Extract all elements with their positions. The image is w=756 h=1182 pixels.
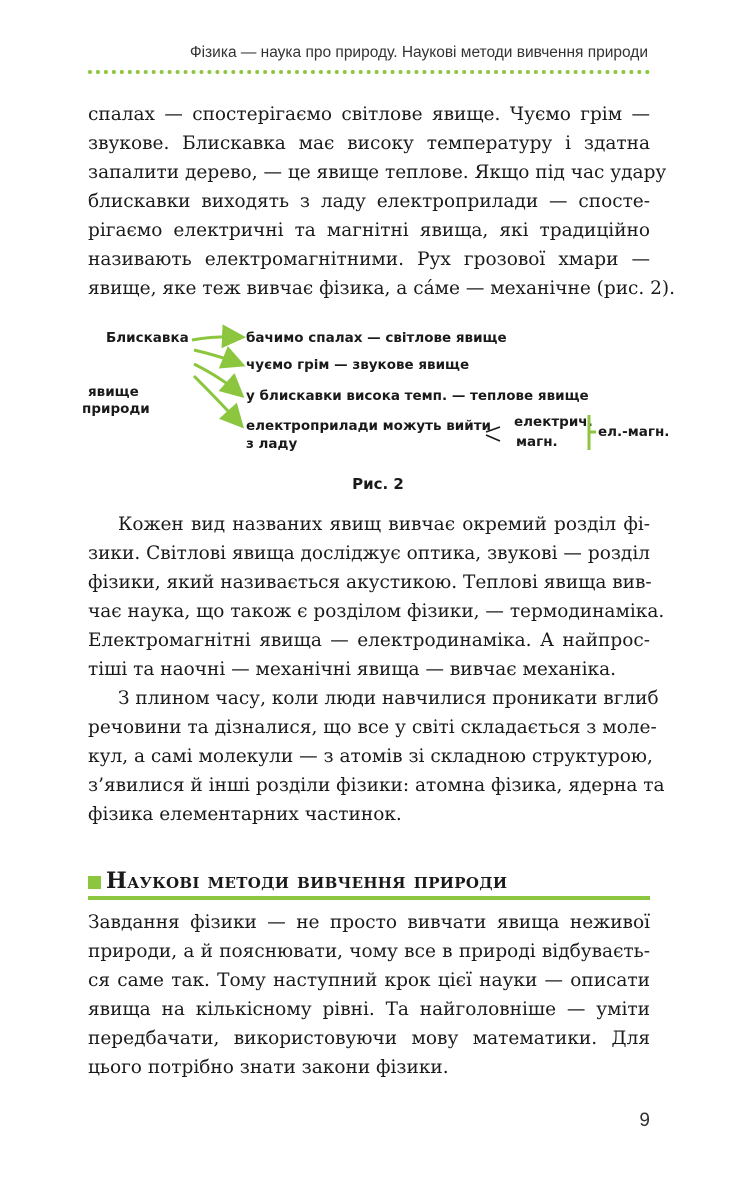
paragraph-physics-tasks bbox=[88, 908, 650, 1082]
paragraph-lightning-phenomena bbox=[88, 100, 676, 303]
text-line: зики. Світлові явища досліджує оптика, звукові — розділ bbox=[88, 543, 650, 564]
diagram-source-note-line2: природи bbox=[82, 401, 150, 417]
text-line: Завдання фізики — не просто вивчати явища неживої bbox=[88, 912, 650, 933]
text-line: передбачати, використовуючи мову математики. Для bbox=[88, 1028, 650, 1049]
text-line: Електромагнітні явища — електродинаміка. А найпрос- bbox=[88, 630, 650, 651]
text-line: ся саме так. Тому наступний крок цієї науки — описати bbox=[88, 970, 650, 991]
paragraph-physics-branches bbox=[88, 510, 665, 684]
arrow-to-light bbox=[192, 337, 240, 340]
text-line: спалах — спостерігаємо світлове явище. Чуємо грім — bbox=[88, 104, 650, 125]
running-header: Фізика — наука про природу. Наукові методи вивчення природи bbox=[189, 44, 648, 61]
text-line: блискавки виходять з ладу електроприлади — спосте- bbox=[88, 191, 650, 212]
arrow-to-electric bbox=[194, 376, 240, 424]
figure-caption: Рис. 2 bbox=[352, 475, 404, 493]
text-line: фізика елементарних частинок. bbox=[88, 804, 402, 825]
text-line: звукове. Блискавка має високу температуру і здатна bbox=[88, 133, 650, 154]
sub-electric: електрич. bbox=[514, 414, 593, 430]
text-line: тіші та наочні — механічні явища — вивчає механіка. bbox=[88, 659, 617, 680]
section-heading bbox=[88, 866, 650, 900]
combined-electromagnetic: ел.-магн. bbox=[598, 424, 670, 440]
section-title: Наукові методи вивчення природи bbox=[106, 868, 508, 894]
branch-electric-line1: електроприлади можуть вийти bbox=[246, 418, 491, 434]
diagram-source-label: Блискавка bbox=[106, 330, 189, 346]
text-line: природи, а й пояснювати, чому все в природі відбуваєть- bbox=[88, 941, 650, 962]
branch-electric-line2: з ладу bbox=[246, 436, 298, 452]
text-line: запалити дерево, — це явище теплове. Якщо під час удару bbox=[88, 162, 667, 183]
lightning-phenomena-diagram bbox=[80, 320, 680, 460]
text-line: з’явилися й інші розділи фізики: атомна фізика, ядерна та bbox=[88, 775, 665, 796]
section-underline bbox=[88, 896, 650, 900]
arrow-to-sound bbox=[194, 350, 240, 364]
text-line: чає наука, що також є розділом фізики, — термодинаміка. bbox=[88, 601, 665, 622]
paragraph-new-branches bbox=[88, 684, 665, 829]
text-line: речовини та дізналися, що все у світі складається з моле- bbox=[88, 717, 657, 738]
text-line: явище, яке теж вивчає фізика, а са́ме — механічне (рис. 2). bbox=[88, 278, 676, 299]
sub-magnetic: магн. bbox=[516, 434, 558, 450]
header-dotted-rule bbox=[88, 70, 650, 74]
arrow-to-heat bbox=[194, 364, 240, 394]
branch-light: бачимо спалах — світлове явище bbox=[246, 330, 507, 346]
page-number: 9 bbox=[639, 1110, 650, 1131]
text-line: кул, а самі молекули — з атомів зі складною структурою, bbox=[88, 746, 653, 767]
text-line: З плином часу, коли люди навчилися проникати вглиб bbox=[118, 688, 659, 709]
text-line: рігаємо електричні та магнітні явища, які традиційно bbox=[88, 220, 650, 241]
text-line: називають електромагнітними. Рух грозової хмари — bbox=[88, 249, 650, 270]
diagram-source-note-line1: явище bbox=[88, 384, 139, 400]
branch-sound: чуємо грім — звукове явище bbox=[246, 357, 470, 373]
text-line: Кожен вид названих явищ вивчає окремий розділ фі- bbox=[118, 514, 650, 535]
section-bullet-icon bbox=[88, 876, 101, 889]
branch-heat: у блискавки висока темп. — теплове явище bbox=[246, 388, 589, 404]
text-line: явища на кількісному рівні. Та найголовніше — уміти bbox=[88, 999, 650, 1020]
text-line: фізики, який називається акустикою. Теплові явища вив- bbox=[88, 572, 652, 593]
text-line: цього потрібно знати закони фізики. bbox=[88, 1057, 449, 1078]
